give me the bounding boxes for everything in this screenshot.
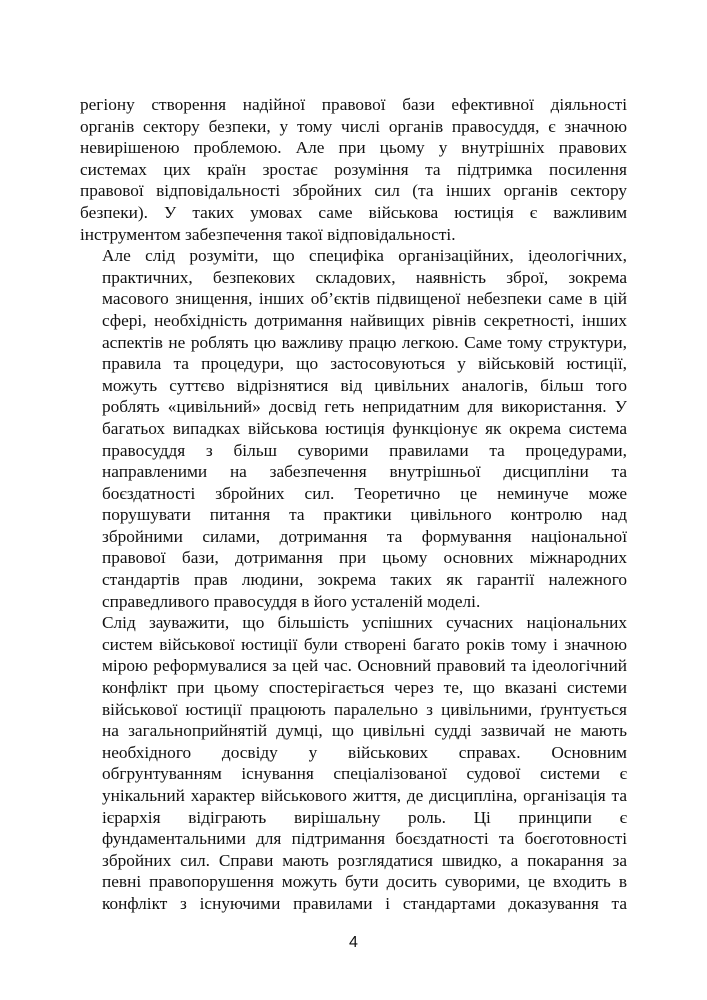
text-line: правосуддя з більш суворими правилами та процедурами, bbox=[102, 440, 627, 460]
text-line: Але слід розуміти, що специфіка організаційних, ідеологічних, bbox=[102, 246, 627, 266]
text-line: необхідного досвіду у військових справах. Основним bbox=[102, 742, 627, 762]
text-line: можуть суттєво відрізнятися від цивільних аналогів, більш того bbox=[102, 375, 627, 395]
text-line: певні правопорушення можуть бути досить суворими, це входить в bbox=[102, 872, 627, 892]
text-line: збройними силами, дотримання та формування національної bbox=[102, 526, 627, 546]
text-line: системах цих країн зростає розуміння та підтримка посилення bbox=[80, 159, 627, 179]
text-line: правила та процедури, що застосовуються у військовій юстиції, bbox=[102, 354, 627, 374]
text-line: інструментом забезпечення такої відповідальності. bbox=[80, 224, 456, 244]
text-line: ієрархія відіграють вирішальну роль. Ці принципи є bbox=[102, 807, 627, 827]
text-line: направленими на забезпечення внутрішньої дисципліни та bbox=[102, 462, 627, 482]
text-line: безпеки). У таких умовах саме військова юстиція є важливим bbox=[80, 202, 627, 222]
text-line: невирішеною проблемою. Але при цьому у внутрішніх правових bbox=[80, 138, 627, 158]
text-line: масового знищення, інших об’єктів підвищеної небезпеки саме в цій bbox=[102, 289, 627, 309]
text-line: органів сектору безпеки, у тому числі органів правосуддя, є значною bbox=[80, 116, 627, 136]
page-number: 4 bbox=[349, 934, 358, 951]
text-line: справедливого правосуддя в його усталеній моделі. bbox=[102, 591, 481, 611]
text-line: боєздатності збройних сил. Теоретично це неминуче може bbox=[102, 483, 627, 503]
paragraph bbox=[80, 612, 627, 914]
paragraph bbox=[80, 94, 627, 245]
text-line: аспектів не роблять цю важливу працю легкою. Саме тому структури, bbox=[102, 332, 627, 352]
text-line: конфлікт при цьому спостерігається через те, що вказані системи bbox=[102, 678, 627, 698]
text-line: правової бази, дотримання при цьому основних міжнародних bbox=[102, 548, 627, 568]
text-line: стандартів прав людини, зокрема таких як гарантії належного bbox=[102, 570, 627, 590]
text-line: збройних сил. Справи мають розглядатися швидко, а покарання за bbox=[102, 850, 627, 870]
text-line: багатьох випадках військова юстиція функціонує як окрема система bbox=[102, 418, 627, 438]
paragraph bbox=[80, 245, 627, 612]
text-line: обгрунтуванням існування спеціалізованої судової системи є bbox=[102, 764, 627, 784]
text-line: мірою реформувалися за цей час. Основний правовий та ідеологічний bbox=[102, 656, 627, 676]
text-line: систем військової юстиції були створені багато років тому і значною bbox=[102, 634, 627, 654]
text-line: порушувати питання та практики цивільного контролю над bbox=[102, 505, 627, 525]
text-line: унікальний характер військового життя, де дисципліна, організація та bbox=[102, 786, 627, 805]
text-line: регіону створення надійної правової бази ефективної діяльності bbox=[80, 95, 627, 114]
body-text bbox=[80, 94, 627, 915]
text-line: практичних, безпекових складових, наявність зброї, зокрема bbox=[102, 267, 627, 287]
text-line: конфлікт з існуючими правилами і стандартами доказування та bbox=[102, 893, 627, 913]
text-line: сфері, необхідність дотримання найвищих рівнів секретності, інших bbox=[102, 310, 627, 330]
text-line: військової юстиції працюють паралельно з цивільними, ґрунтується bbox=[102, 699, 627, 719]
text-line: роблять «цивільний» досвід геть непридатним для використання. У bbox=[102, 397, 627, 417]
text-line: правової відповідальності збройних сил (та інших органів сектору bbox=[80, 181, 627, 201]
text-line: Слід зауважити, що більшість успішних сучасних національних bbox=[102, 613, 627, 633]
text-line: на загальноприйнятій думці, що цивільні судді зазвичай не мають bbox=[102, 721, 627, 741]
text-line: фундаментальними для підтримання боєздатності та боєготовності bbox=[102, 829, 627, 849]
